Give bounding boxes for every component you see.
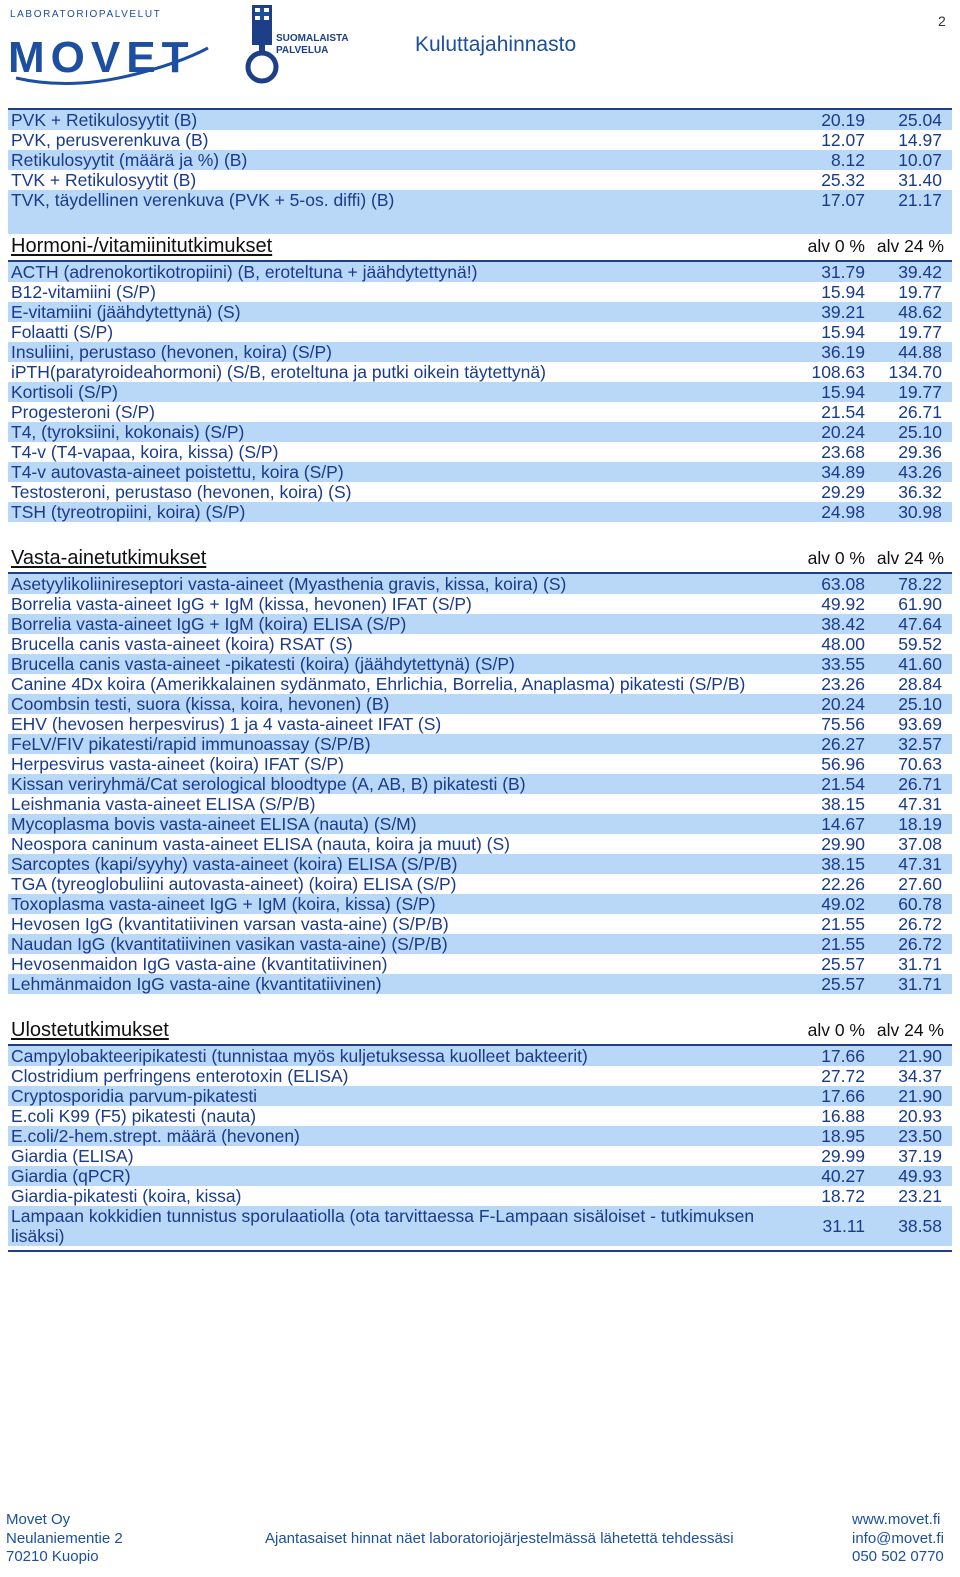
price-alv0: 25.57 bbox=[821, 954, 865, 974]
price-alv0: 29.99 bbox=[821, 1146, 865, 1166]
table-row bbox=[8, 402, 952, 422]
table-row bbox=[8, 442, 952, 462]
table-row bbox=[8, 654, 952, 674]
test-name: Testosteroni, perustaso (hevonen, koira) (S) bbox=[11, 482, 352, 502]
logo-tagline: LABORATORIOPALVELUT bbox=[10, 9, 162, 20]
table-row bbox=[8, 1146, 952, 1166]
table-row bbox=[8, 462, 952, 482]
test-name: Coombsin testi, suora (kissa, koira, hevonen) (B) bbox=[11, 694, 390, 714]
price-alv0: 15.94 bbox=[821, 322, 865, 342]
test-name: EHV (hevosen herpesvirus) 1 ja 4 vasta-aineet IFAT (S) bbox=[11, 714, 442, 734]
table-row bbox=[8, 1066, 952, 1086]
footer-street: Neulaniementie 2 bbox=[6, 1529, 123, 1547]
price-alv24: 25.10 bbox=[898, 694, 942, 714]
test-name: Brucella canis vasta-aineet -pikatesti (koira) (jäähdytettynä) (S/P) bbox=[11, 654, 515, 674]
price-alv24: 31.40 bbox=[898, 170, 942, 190]
footer-postal: 70210 Kuopio bbox=[6, 1548, 99, 1565]
price-alv0: 21.54 bbox=[821, 402, 865, 422]
test-name: Borrelia vasta-aineet IgG + IgM (kissa, hevonen) IFAT (S/P) bbox=[11, 594, 472, 614]
price-alv0: 39.21 bbox=[821, 302, 865, 322]
price-alv0: 40.27 bbox=[821, 1166, 865, 1186]
price-alv0: 48.00 bbox=[821, 634, 865, 654]
test-name: Neospora caninum vasta-aineet ELISA (nauta, koira ja muut) (S) bbox=[11, 834, 510, 854]
test-name: E-vitamiini (jäähdytettynä) (S) bbox=[11, 302, 241, 322]
section-header-hormone bbox=[8, 234, 952, 262]
price-alv0: 31.79 bbox=[821, 262, 865, 282]
test-name: B12-vitamiini (S/P) bbox=[11, 282, 156, 302]
test-name: Asetyylikoliinireseptori vasta-aineet (Myasthenia gravis, kissa, koira) (S) bbox=[11, 574, 567, 594]
price-alv24: 21.90 bbox=[898, 1086, 942, 1106]
price-alv0: 38.15 bbox=[821, 854, 865, 874]
badge-line1: SUOMALAISTA bbox=[276, 33, 349, 44]
table-row bbox=[8, 914, 952, 934]
table-row bbox=[8, 834, 952, 854]
price-alv24: 59.52 bbox=[898, 634, 942, 654]
price-alv24: 19.77 bbox=[898, 322, 942, 342]
price-alv24: 26.72 bbox=[898, 914, 942, 934]
table-row bbox=[8, 894, 952, 914]
test-name: TVK + Retikulosyytit (B) bbox=[11, 170, 197, 190]
price-alv0: 18.72 bbox=[821, 1186, 865, 1206]
price-alv24: 61.90 bbox=[898, 594, 942, 614]
table-row bbox=[8, 170, 952, 190]
column-header-alv24: alv 24 % bbox=[876, 236, 944, 256]
table-row bbox=[8, 422, 952, 442]
price-alv24: 48.62 bbox=[898, 302, 942, 322]
table-row bbox=[8, 694, 952, 714]
test-name: PVK, perusverenkuva (B) bbox=[11, 130, 209, 150]
price-alv0: 38.42 bbox=[821, 614, 865, 634]
test-name: PVK + Retikulosyytit (B) bbox=[11, 110, 198, 130]
page-header bbox=[0, 0, 960, 105]
test-name: Hevosen IgG (kvantitatiivinen varsan vasta-aine) (S/P/B) bbox=[11, 914, 449, 934]
price-alv0: 17.66 bbox=[821, 1086, 865, 1106]
suomalaista-palvelua-badge bbox=[238, 3, 349, 87]
column-header-alv0: alv 0 % bbox=[807, 1020, 865, 1040]
test-name: Hevosenmaidon IgG vasta-aine (kvantitatiivinen) bbox=[11, 954, 388, 974]
test-name: Canine 4Dx koira (Amerikkalainen sydänmato, Ehrlichia, Borrelia, Anaplasma) pikatesti (S/P/B) bbox=[11, 674, 746, 694]
test-name: T4-v autovasta-aineet poistettu, koira (S/P) bbox=[11, 462, 344, 482]
price-alv0: 56.96 bbox=[821, 754, 865, 774]
price-alv0: 25.32 bbox=[821, 170, 865, 190]
test-name: Brucella canis vasta-aineet (koira) RSAT (S) bbox=[11, 634, 353, 654]
price-alv24: 41.60 bbox=[898, 654, 942, 674]
test-name: Toxoplasma vasta-aineet IgG + IgM (koira, kissa) (S/P) bbox=[11, 894, 436, 914]
price-alv24: 38.58 bbox=[898, 1216, 942, 1236]
test-name: TVK, täydellinen verenkuva (PVK + 5-os. diffi) (B) bbox=[11, 190, 395, 210]
table-row bbox=[8, 1086, 952, 1106]
price-alv0: 31.11 bbox=[822, 1216, 865, 1236]
footer-email-link[interactable]: info@movet.fi bbox=[852, 1529, 944, 1547]
price-alv0: 34.89 bbox=[821, 462, 865, 482]
price-alv24: 23.50 bbox=[898, 1126, 942, 1146]
table-row bbox=[8, 794, 952, 814]
section-title: Ulostetutkimukset bbox=[11, 1019, 169, 1041]
table-row bbox=[8, 1186, 952, 1206]
table-row bbox=[8, 1166, 952, 1186]
column-header-alv0: alv 0 % bbox=[807, 548, 865, 568]
table-row bbox=[8, 262, 952, 282]
test-name: E.coli K99 (F5) pikatesti (nauta) bbox=[11, 1106, 257, 1126]
test-name: Naudan IgG (kvantitatiivinen vasikan vasta-aine) (S/P/B) bbox=[11, 934, 448, 954]
table-row bbox=[8, 734, 952, 754]
price-alv0: 36.19 bbox=[821, 342, 865, 362]
logo-wordmark: MOVET bbox=[8, 33, 195, 82]
page-footer bbox=[0, 1511, 960, 1577]
price-alv0: 23.26 bbox=[821, 674, 865, 694]
table-row bbox=[8, 282, 952, 302]
test-name: Giardia (qPCR) bbox=[11, 1166, 131, 1186]
price-alv24: 23.21 bbox=[898, 1186, 942, 1206]
price-alv0: 18.95 bbox=[821, 1126, 865, 1146]
test-name: Herpesvirus vasta-aineet (koira) IFAT (S/P) bbox=[11, 754, 344, 774]
section-spacer bbox=[8, 994, 952, 1018]
footer-phone: 050 502 0770 bbox=[852, 1548, 944, 1565]
movet-logo bbox=[8, 28, 243, 90]
price-alv0: 16.88 bbox=[821, 1106, 865, 1126]
price-alv24: 10.07 bbox=[898, 150, 942, 170]
price-alv0: 49.02 bbox=[821, 894, 865, 914]
table-row bbox=[8, 130, 952, 150]
price-alv0: 21.55 bbox=[821, 934, 865, 954]
table-row bbox=[8, 382, 952, 402]
price-alv24: 49.93 bbox=[898, 1166, 942, 1186]
section-title: Vasta-ainetutkimukset bbox=[11, 547, 207, 569]
test-name: Clostridium perfringens enterotoxin (ELISA) bbox=[11, 1066, 349, 1086]
price-alv24: 28.84 bbox=[898, 674, 942, 694]
price-alv24: 31.71 bbox=[898, 954, 942, 974]
table-row bbox=[8, 634, 952, 654]
price-alv24: 29.36 bbox=[898, 442, 942, 462]
column-header-alv0: alv 0 % bbox=[807, 236, 865, 256]
stool-tests-rows bbox=[8, 1046, 952, 1246]
footer-web-link[interactable]: www.movet.fi bbox=[852, 1511, 941, 1528]
price-alv0: 27.72 bbox=[821, 1066, 865, 1086]
table-row bbox=[8, 574, 952, 594]
price-alv0: 20.24 bbox=[821, 694, 865, 714]
price-alv0: 21.55 bbox=[821, 914, 865, 934]
table-row bbox=[8, 874, 952, 894]
test-name: ACTH (adrenokortikotropiini) (B, eroteltuna + jäähdytettynä!) bbox=[11, 262, 478, 282]
price-alv0: 24.98 bbox=[821, 502, 865, 522]
price-alv24: 93.69 bbox=[898, 714, 942, 734]
footer-contact bbox=[852, 1511, 944, 1567]
price-alv0: 20.24 bbox=[821, 422, 865, 442]
price-alv24: 78.22 bbox=[898, 574, 942, 594]
test-name: E.coli/2-hem.strept. määrä (hevonen) bbox=[11, 1126, 300, 1146]
price-alv24: 32.57 bbox=[898, 734, 942, 754]
table-row bbox=[8, 974, 952, 994]
table-bottom-rule bbox=[8, 1250, 952, 1252]
price-alv24: 47.64 bbox=[898, 614, 942, 634]
test-name: FeLV/FIV pikatesti/rapid immunoassay (S/P/B) bbox=[11, 734, 371, 754]
price-alv24: 25.10 bbox=[898, 422, 942, 442]
table-row bbox=[8, 814, 952, 834]
price-alv24: 34.37 bbox=[898, 1066, 942, 1086]
price-alv24: 19.77 bbox=[898, 282, 942, 302]
price-alv0: 20.19 bbox=[821, 110, 865, 130]
test-name: Retikulosyytit (määrä ja %) (B) bbox=[11, 150, 248, 170]
price-alv0: 25.57 bbox=[821, 974, 865, 994]
column-header-alv24: alv 24 % bbox=[876, 548, 944, 568]
price-alv24: 20.93 bbox=[898, 1106, 942, 1126]
price-alv24: 21.90 bbox=[898, 1046, 942, 1066]
price-alv24: 134.70 bbox=[888, 362, 942, 382]
price-alv24: 70.63 bbox=[898, 754, 942, 774]
test-name: Folaatti (S/P) bbox=[11, 322, 114, 342]
table-row bbox=[8, 482, 952, 502]
table-row bbox=[8, 502, 952, 522]
footer-address bbox=[6, 1511, 123, 1567]
footer-notice: Ajantasaiset hinnat näet laboratoriojärjestelmässä lähetettä tehdessäsi bbox=[265, 1530, 734, 1547]
test-name: Leishmania vasta-aineet ELISA (S/P/B) bbox=[11, 794, 316, 814]
price-alv24: 21.17 bbox=[898, 190, 942, 210]
price-alv0: 15.94 bbox=[821, 382, 865, 402]
test-name: Insuliini, perustaso (hevonen, koira) (S/P) bbox=[11, 342, 332, 362]
test-name: Progesteroni (S/P) bbox=[11, 402, 155, 422]
price-alv24: 47.31 bbox=[898, 794, 942, 814]
price-alv24: 26.71 bbox=[898, 774, 942, 794]
test-name: Borrelia vasta-aineet IgG + IgM (koira) ELISA (S/P) bbox=[11, 614, 407, 634]
price-alv24: 18.19 bbox=[898, 814, 942, 834]
table-row bbox=[8, 110, 952, 130]
price-alv0: 108.63 bbox=[811, 362, 865, 382]
table-row bbox=[8, 1106, 952, 1126]
column-header-alv24: alv 24 % bbox=[876, 1020, 944, 1040]
price-alv24: 43.26 bbox=[898, 462, 942, 482]
section-header-antibody bbox=[8, 546, 952, 574]
price-alv0: 17.07 bbox=[821, 190, 865, 210]
table-row bbox=[8, 190, 952, 210]
price-alv0: 17.66 bbox=[821, 1046, 865, 1066]
price-alv24: 14.97 bbox=[898, 130, 942, 150]
price-alv0: 26.27 bbox=[821, 734, 865, 754]
section-title: Hormoni-/vitamiinitutkimukset bbox=[11, 235, 273, 257]
price-alv24: 27.60 bbox=[898, 874, 942, 894]
test-name: iPTH(paratyroideahormoni) (S/B, eroteltuna ja putki oikein täytettynä) bbox=[11, 362, 546, 382]
price-alv24: 44.88 bbox=[898, 342, 942, 362]
table-row bbox=[8, 714, 952, 734]
test-name: Kissan veriryhmä/Cat serological bloodtype (A, AB, B) pikatesti (B) bbox=[11, 774, 526, 794]
price-alv24: 47.31 bbox=[898, 854, 942, 874]
price-alv24: 19.77 bbox=[898, 382, 942, 402]
price-alv24: 26.71 bbox=[898, 402, 942, 422]
antibody-tests-rows bbox=[8, 574, 952, 994]
price-alv0: 22.26 bbox=[821, 874, 865, 894]
price-alv0: 12.07 bbox=[821, 130, 865, 150]
test-name: T4-v (T4-vapaa, koira, kissa) (S/P) bbox=[11, 442, 279, 462]
price-alv0: 38.15 bbox=[821, 794, 865, 814]
test-name: Giardia-pikatesti (koira, kissa) bbox=[11, 1186, 242, 1206]
price-alv24: 60.78 bbox=[898, 894, 942, 914]
test-name: T4, (tyroksiini, kokonais) (S/P) bbox=[11, 422, 245, 442]
test-name: Sarcoptes (kapi/syyhy) vasta-aineet (koira) ELISA (S/P/B) bbox=[11, 854, 458, 874]
price-table bbox=[8, 108, 952, 1252]
section-spacer bbox=[8, 210, 952, 234]
price-alv0: 23.68 bbox=[821, 442, 865, 462]
test-name: TSH (tyreotropiini, koira) (S/P) bbox=[11, 502, 246, 522]
test-name: Lampaan kokkidien tunnistus sporulaatiolla (ota tarvittaessa F-Lampaan sisäloiset - tutkimuksen lisäksi) bbox=[11, 1206, 755, 1246]
test-name: Cryptosporidia parvum-pikatesti bbox=[11, 1086, 258, 1106]
table-row bbox=[8, 342, 952, 362]
test-name: Kortisoli (S/P) bbox=[11, 382, 118, 402]
price-alv0: 33.55 bbox=[821, 654, 865, 674]
table-row bbox=[8, 774, 952, 794]
table-row bbox=[8, 1206, 952, 1246]
hormone-tests-rows bbox=[8, 262, 952, 522]
table-row bbox=[8, 674, 952, 694]
section-header-stool bbox=[8, 1018, 952, 1046]
price-alv0: 15.94 bbox=[821, 282, 865, 302]
price-alv24: 36.32 bbox=[898, 482, 942, 502]
test-name: Mycoplasma bovis vasta-aineet ELISA (nauta) (S/M) bbox=[11, 814, 417, 834]
price-alv24: 37.08 bbox=[898, 834, 942, 854]
table-row bbox=[8, 150, 952, 170]
price-alv0: 14.67 bbox=[821, 814, 865, 834]
price-alv24: 25.04 bbox=[898, 110, 942, 130]
test-name: Giardia (ELISA) bbox=[11, 1146, 134, 1166]
price-alv24: 39.42 bbox=[898, 262, 942, 282]
table-row bbox=[8, 302, 952, 322]
price-alv0: 29.29 bbox=[821, 482, 865, 502]
document-title: Kuluttajahinnasto bbox=[415, 33, 577, 56]
price-alv0: 49.92 bbox=[821, 594, 865, 614]
table-row bbox=[8, 362, 952, 382]
section-spacer bbox=[8, 522, 952, 546]
blood-tests-rows bbox=[8, 110, 952, 210]
price-alv24: 26.72 bbox=[898, 934, 942, 954]
footer-company: Movet Oy bbox=[6, 1511, 71, 1528]
badge-line2: PALVELUA bbox=[276, 45, 329, 56]
test-name: TGA (tyreoglobuliini autovasta-aineet) (koira) ELISA (S/P) bbox=[11, 874, 457, 894]
price-alv24: 31.71 bbox=[898, 974, 942, 994]
page-number: 2 bbox=[938, 13, 946, 29]
price-alv0: 29.90 bbox=[821, 834, 865, 854]
table-row bbox=[8, 934, 952, 954]
table-row bbox=[8, 854, 952, 874]
table-row bbox=[8, 614, 952, 634]
price-alv0: 63.08 bbox=[821, 574, 865, 594]
table-row bbox=[8, 954, 952, 974]
table-row bbox=[8, 754, 952, 774]
price-alv24: 37.19 bbox=[898, 1146, 942, 1166]
price-alv0: 8.12 bbox=[830, 150, 865, 170]
price-alv24: 30.98 bbox=[898, 502, 942, 522]
test-name: Lehmänmaidon IgG vasta-aine (kvantitatiivinen) bbox=[11, 974, 382, 994]
table-row bbox=[8, 1126, 952, 1146]
price-alv0: 75.56 bbox=[821, 714, 865, 734]
table-row bbox=[8, 1046, 952, 1066]
price-alv0: 21.54 bbox=[821, 774, 865, 794]
test-name: Campylobakteeripikatesti (tunnistaa myös kuljetuksessa kuolleet bakteerit) bbox=[11, 1046, 588, 1066]
table-row bbox=[8, 322, 952, 342]
table-row bbox=[8, 594, 952, 614]
